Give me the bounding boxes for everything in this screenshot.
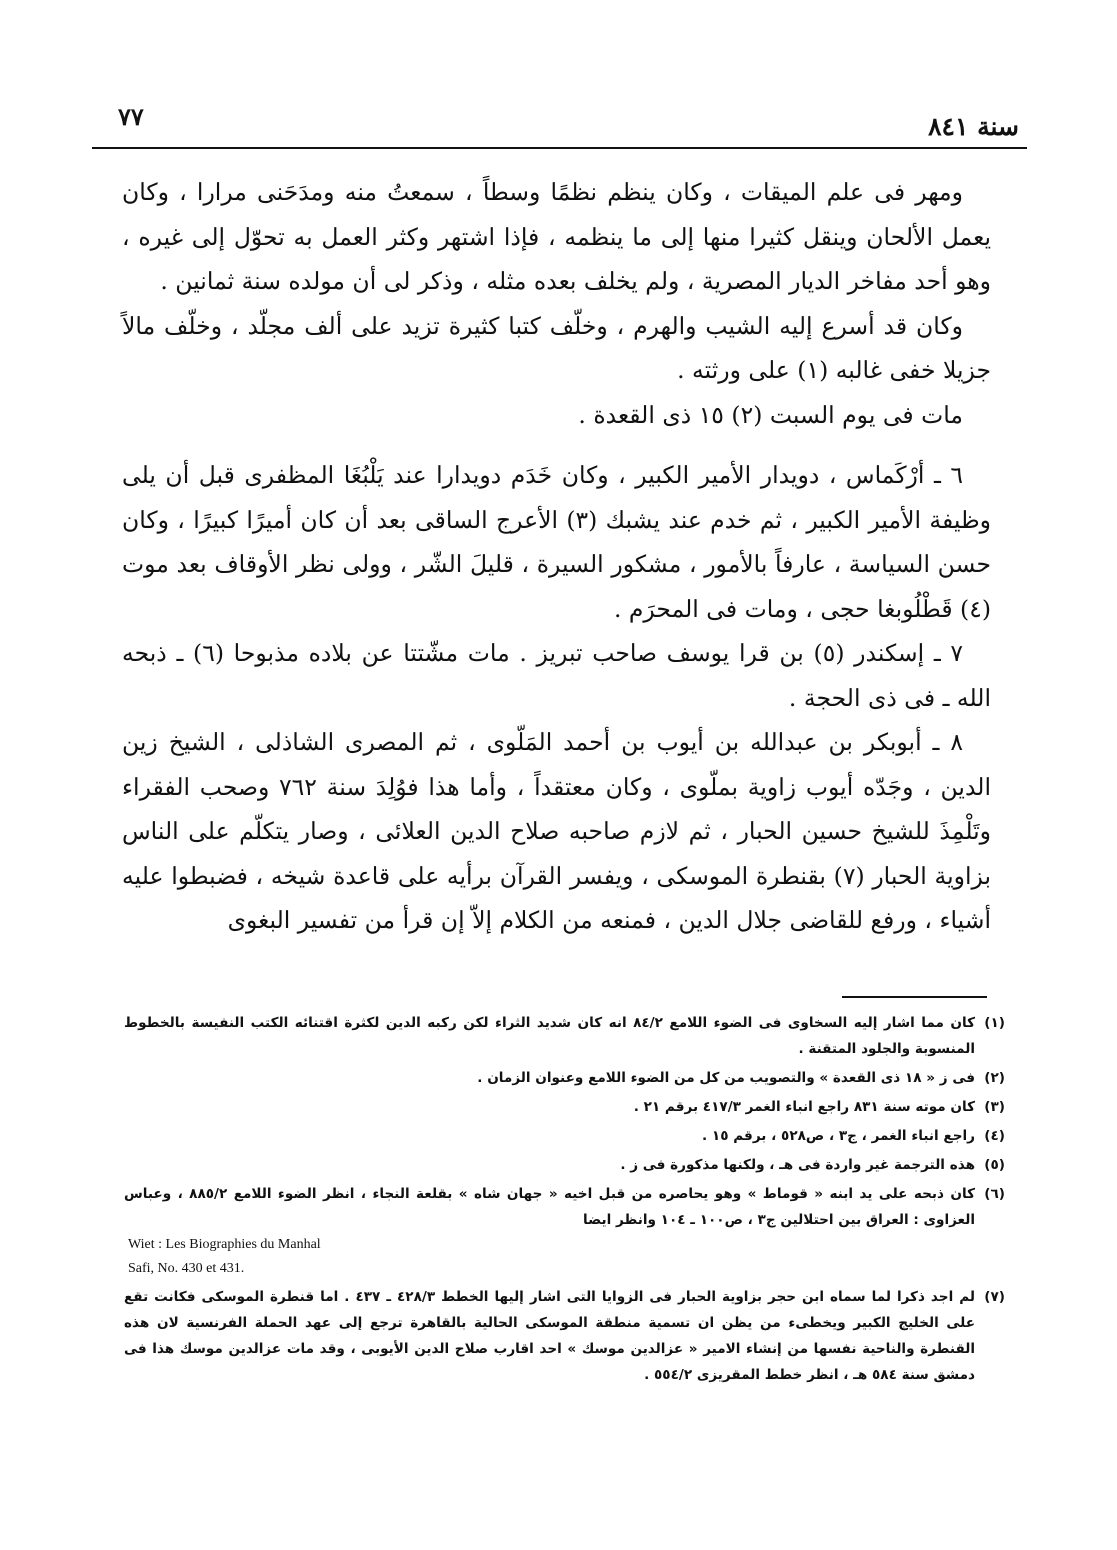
footnote-number: (٢) xyxy=(984,1070,1005,1086)
footnote-text: هذه الترجمة غير واردة فى هـ ، ولكنها مذكورة فى ز . xyxy=(620,1157,975,1173)
footnotes xyxy=(124,1010,1005,1391)
footnote-text: فى ز « ١٨ ذى القعدة » والتصويب من كل من الضوء اللامع وعنوان الزمان . xyxy=(477,1070,975,1086)
paragraph: مات فى يوم السبت (٢) ١٥ ذى القعدة . xyxy=(578,400,963,429)
footnote xyxy=(124,1094,1005,1120)
footnote-latin-citation xyxy=(124,1233,975,1281)
footnote xyxy=(124,1065,1005,1091)
footnote-text: لم اجد ذكرا لما سماه ابن حجر بزاوية الحبار فى الزوايا التى اشار إليها الخطط ٤٢٨/٣ ـ ٤٣٧ . اما قنطرة الموسكى فكانت تقع على الخليج الكبير ويخطىء من يظن ان تسمية منطقة الموسكى الحالية بالقاهرة ترجع إلى عهد الحملة الفرنسية لان هذه القنطرة والناحية نفسها من إنشاء الامير « عزالدين موسك » احد اقارب صلاح الدين الأيوبى ، وقد مات عزالدين موسك هذا فى دمشق سنة ٥٨٤ هـ ، انظر خطط المقريزى ٥٥٤/٢ . xyxy=(124,1289,975,1383)
footnote-number: (٣) xyxy=(984,1099,1005,1115)
latin-citation-reference: Safi, No. 430 et 431. xyxy=(128,1261,245,1276)
footnote-number: (٤) xyxy=(984,1128,1005,1144)
footnote xyxy=(124,1284,1005,1388)
paragraph: ومهر فى علم الميقات ، وكان ينظم نظمًا وسطاً ، سمعتُ منه ومدَحَنى مرارا ، وكان يعمل الألحان وينقل كثيرا منها إلى ما ينظمه ، فإذا اشتهر وكثر العمل به تحوّل إلى غيره ، وهو أحد مفاخر الديار المصرية ، ولم يخلف بعده مثله ، وذكر لى أن مولده سنة ثمانين . xyxy=(122,178,991,295)
latin-citation-title: Wiet : Les Biographies du Manhal xyxy=(128,1237,321,1252)
page-number: ٧٧ xyxy=(118,102,144,131)
paragraph: وكان قد أسرع إليه الشيب والهرم ، وخلّف كتبا كثيرة تزيد على ألف مجلّد ، وخلّف مالاً جزيلا خفى غالبه (١) على ورثته . xyxy=(122,311,991,384)
footnote-text: راجع انباء الغمر ، ج٣ ، ص٥٢٨ ، برقم ١٥ . xyxy=(702,1128,975,1144)
footnote-text: كان ذبحه على يد ابنه « قوماط » وهو يحاصره من قبل اخيه « جهان شاه » بقلعة النجاء ، انظر الضوء اللامع ٨٨٥/٢ ، وعباس العزاوى : العراق بين احتلالين ج٣ ، ص١٠٠ ـ ١٠٤ وانظر ايضا xyxy=(124,1186,975,1228)
entry-paragraph: ٦ ـ أرْكَماس ، دويدار الأمير الكبير ، وكان خَدَم دويدارا عند يَلْبُغَا المظفرى قبل أن يلى وظيفة الأمير الكبير ، ثم خدم عند يشبك (٣) الأعرج الساقى بعد أن كان أميرًا كبيرًا ، وكان حسن السياسة ، عارفاً بالأمور ، مشكور السيرة ، قليلَ الشّر ، وولى نظر الأوقاف بعد موت (٤) قَطْلُوبغا حجى ، ومات فى المحرَم . xyxy=(122,461,991,623)
running-head: سنة ٨٤١ xyxy=(928,112,1019,141)
footnote xyxy=(124,1123,1005,1149)
footnote-text: كان موته سنة ٨٣١ راجع انباء الغمر ٤١٧/٣ برقم ٢١ . xyxy=(633,1099,975,1115)
footnote xyxy=(124,1152,1005,1178)
header-rule xyxy=(92,147,1027,149)
entry-paragraph: ٧ ـ إسكندر (٥) بن قرا يوسف صاحب تبريز . مات مشّتتا عن بلاده مذبوحا (٦) ـ ذبحه الله ـ فى ذى الحجة . xyxy=(122,639,991,712)
entry-paragraph: ٨ ـ أبوبكر بن عبدالله بن أيوب بن أحمد المَلّوى ، ثم المصرى الشاذلى ، الشيخ زين الدين ، وجَدّه أيوب زاوية بملّوى ، وكان معتقداً ، وأما هذا فوُلِدَ سنة ٧٦٢ وصحب الفقراء وتَلْمِذَ للشيخ حسين الحبار ، ثم لازم صاحبه صلاح الدين العلائى ، وصار يتكلّم على الناس بزاوية الحبار (٧) بقنطرة الموسكى ، ويفسر القرآن برأيه على قاعدة شيخه ، فضبطوا عليه أشياء ، ورفع للقاضى جلال الدين ، فمنعه من الكلام إلاّ إن قرأ من تفسير البغوى xyxy=(122,728,991,934)
footnote-number: (٧) xyxy=(984,1289,1005,1305)
footnote-number: (٦) xyxy=(984,1186,1005,1202)
footnote-number: (٥) xyxy=(984,1157,1005,1173)
footnote xyxy=(124,1181,1005,1281)
page-header xyxy=(92,96,1027,148)
footnote-text: كان مما اشار إليه السخاوى فى الضوء اللامع ٨٤/٢ انه كان شديد الثراء لكن ركبه الدين لكثرة اقتنائه الكتب النفيسة بالخطوط المنسوبة والجلود المتقنة . xyxy=(124,1015,975,1057)
footnote xyxy=(124,1010,1005,1062)
main-text xyxy=(122,170,991,943)
footnote-separator xyxy=(842,996,987,998)
footnote-number: (١) xyxy=(984,1015,1005,1031)
